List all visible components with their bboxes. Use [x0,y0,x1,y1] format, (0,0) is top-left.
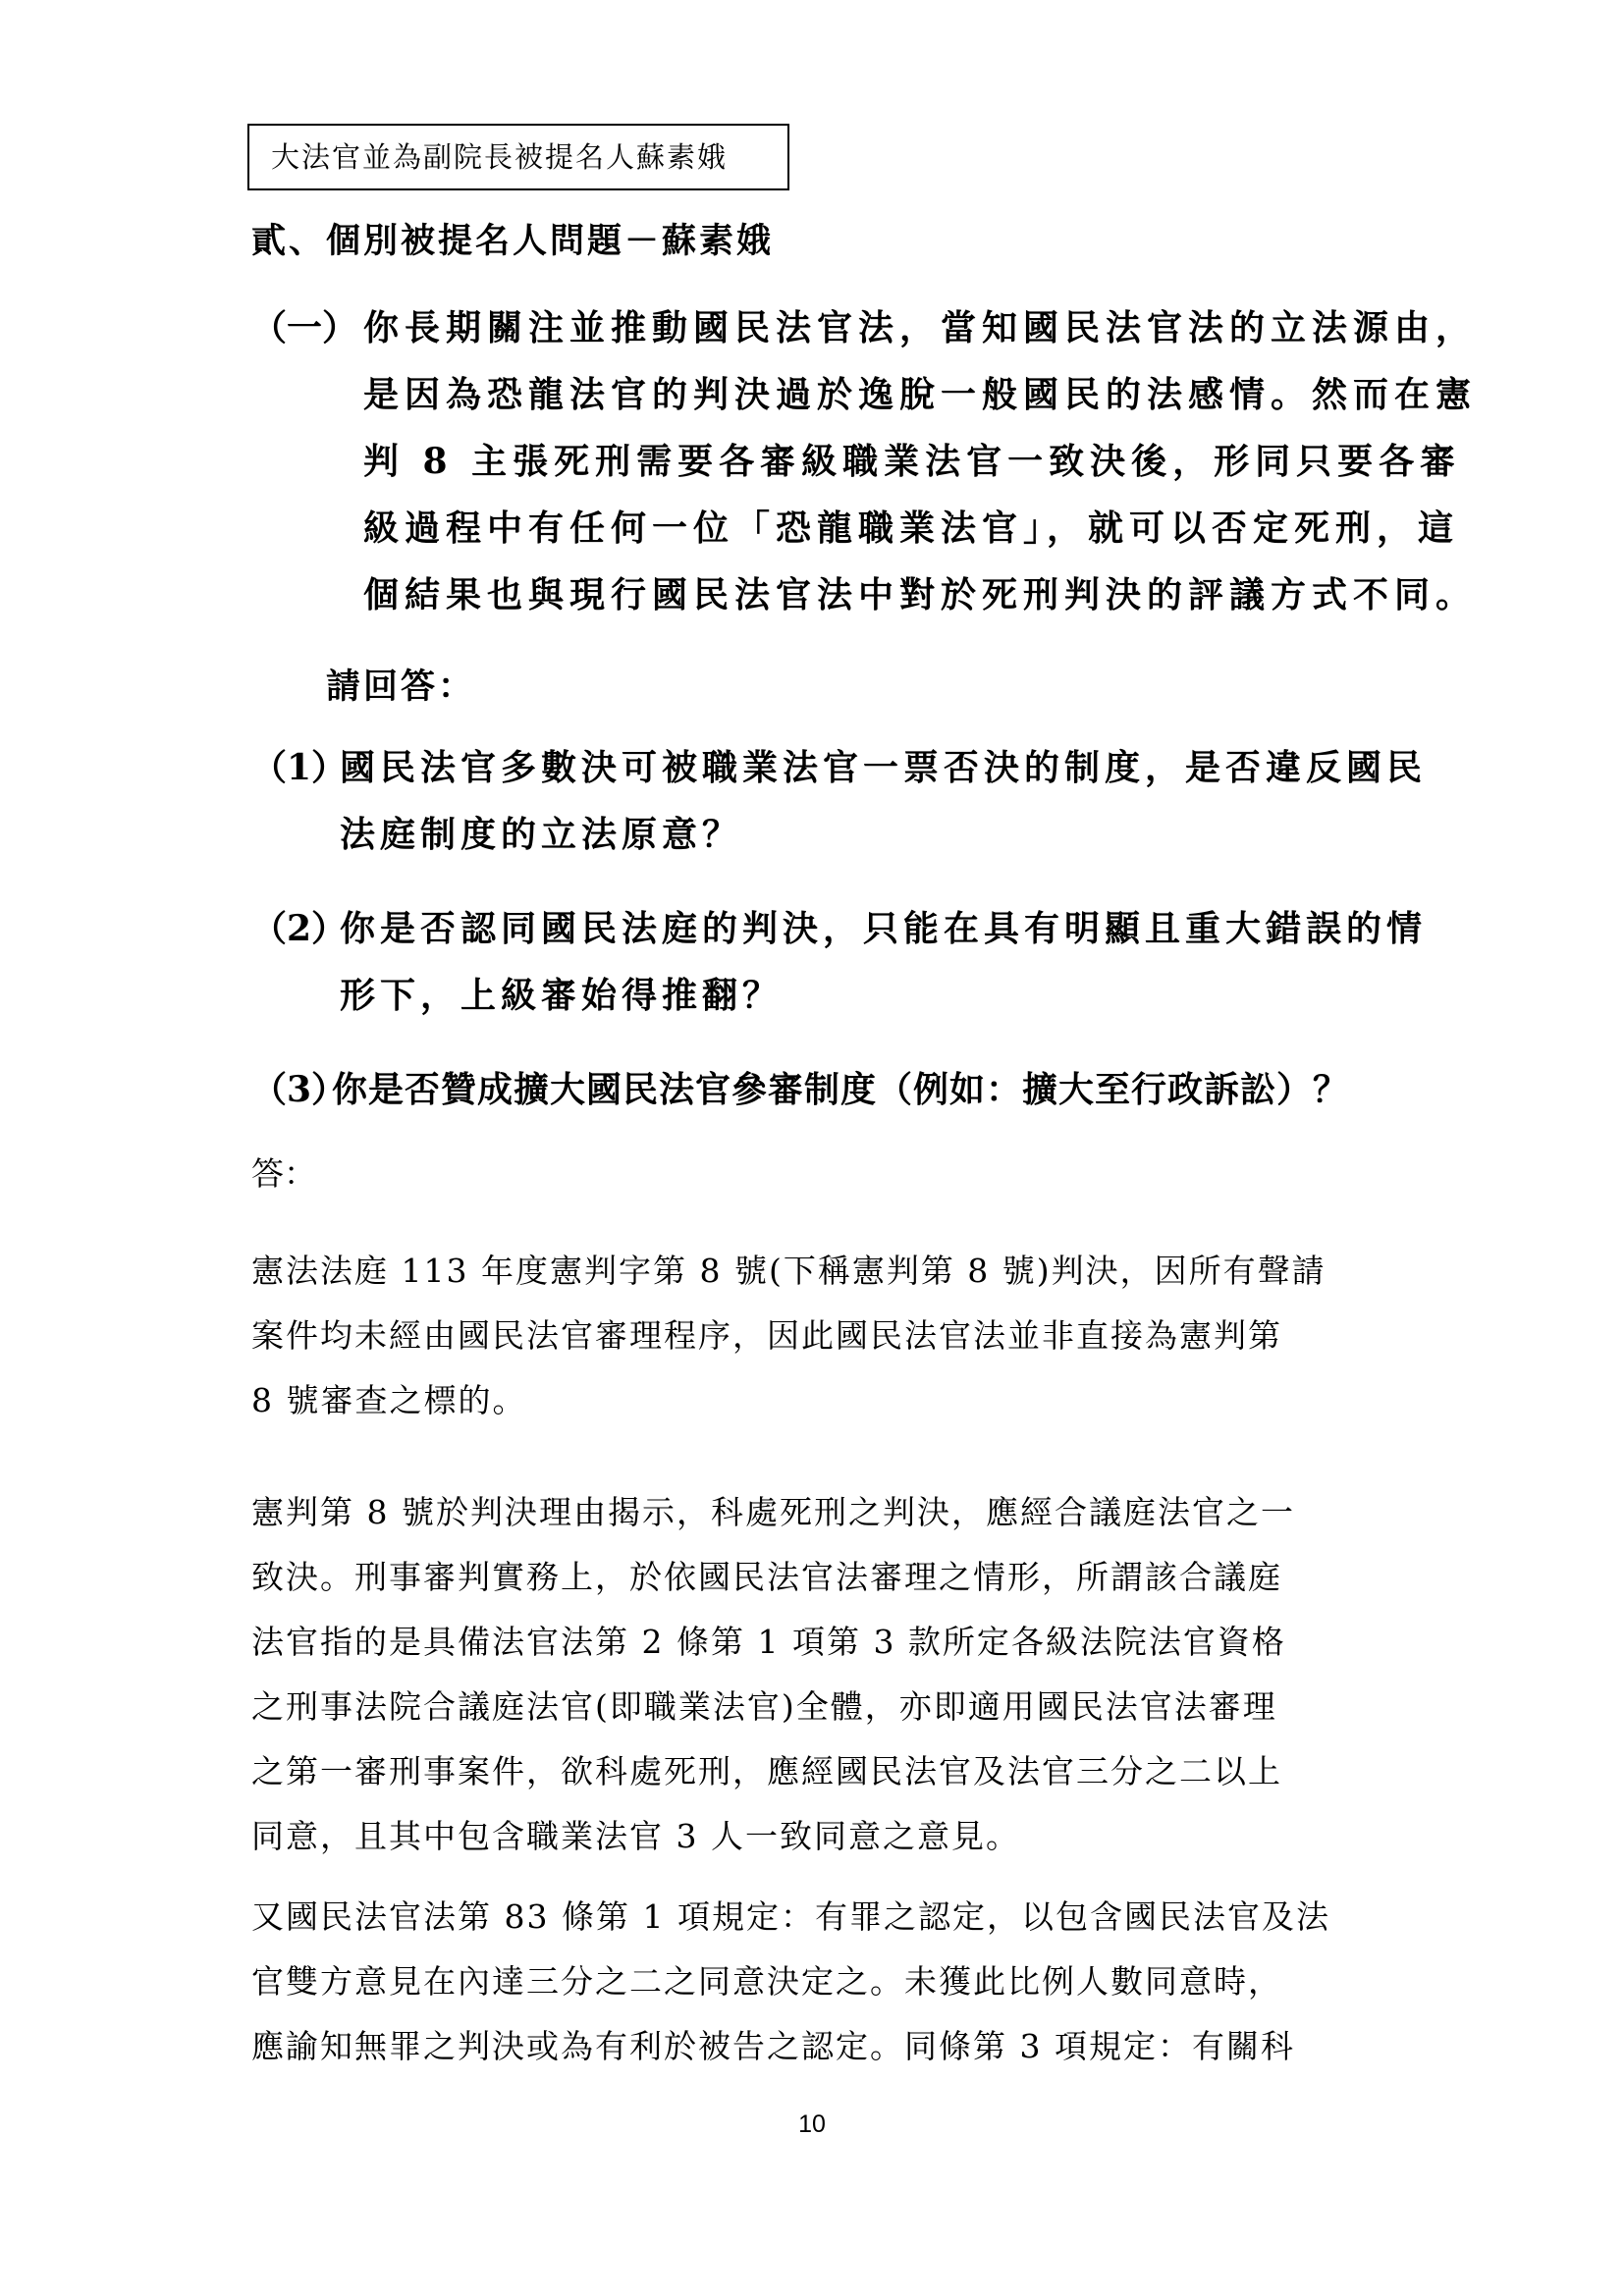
question-main-line: 個結果也與現行國民法官法中對於死刑判決的評議方式不同。 [363,574,1478,615]
sub-question-3 [251,1056,1400,1123]
question-main-line: 你長期關注並推動國民法官法，當知國民法官法的立法源由， [363,307,1478,348]
paragraph-line: 致決。刑事審判實務上，於依國民法官法審理之情形，所謂該合議庭 [251,1558,1282,1596]
paragraph-line: 法官指的是具備法官法第 2 條第 1 項第 3 款所定各級法院法官資格 [251,1623,1286,1661]
nominee-header-box [247,124,789,190]
section-title: 貳、個別被提名人問題－蘇素娥 [251,221,775,261]
sub-question-line: 形下，上級審始得推翻？ [340,975,784,1016]
sub-question-marker: （2） [251,908,348,949]
paragraph-line: 憲判第 8 號於判決理由揭示，科處死刑之判決，應經合議庭法官之一 [251,1493,1295,1531]
paragraph-line: 憲法法庭 113 年度憲判字第 8 號(下稱憲判第 8 號)判決，因所有聲請 [251,1252,1326,1290]
paragraph-line: 之刑事法院合議庭法官(即職業法官)全體，亦即適用國民法官法審理 [251,1687,1277,1726]
question-main [251,294,1478,628]
paragraph-line: 同意，且其中包含職業法官 3 人一致同意之意見。 [251,1817,1020,1855]
sub-question-1 [251,734,1428,868]
sub-question-line: 法庭制度的立法原意？ [340,814,743,855]
sub-question-marker: （1） [251,747,348,788]
sub-question-line: 國民法官多數決可被職業法官一票否決的制度，是否違反國民 [340,747,1428,788]
nominee-header-label: 大法官並為副院長被提名人蘇素娥 [271,140,729,174]
paragraph-line: 之第一審刑事案件，欲科處死刑，應經國民法官及法官三分之二以上 [251,1752,1282,1790]
sub-question-2 [251,895,1428,1029]
question-main-line: 級過程中有任何一位「恐龍職業法官」，就可以否定死刑，這 [363,507,1460,549]
paragraph-line: 官雙方意見在內達三分之二之同意決定之。未獲此比例人數同意時， [251,1962,1282,2001]
paragraph-line: 案件均未經由國民法官審理程序，因此國民法官法並非直接為憲判第 [251,1316,1282,1355]
answer-paragraph-1 [251,1239,1400,1433]
answer-paragraph-2 [251,1480,1400,1869]
page-number: 10 [798,2110,826,2138]
answer-label: 答： [251,1154,316,1193]
question-main-line: 判 8 主張死刑需要各審級職業法官一致決後，形同只要各審 [363,441,1462,482]
answer-paragraph-3 [251,1885,1400,2079]
paragraph-line: 又國民法官法第 83 條第 1 項規定：有罪之認定，以包含國民法官及法 [251,1897,1330,1936]
paragraph-line: 8 號審查之標的。 [251,1381,527,1419]
question-main-line: 是因為恐龍法官的判決過於逸脫一般國民的法感情。然而在憲 [363,374,1478,415]
sub-question-line: 你是否贊成擴大國民法官參審制度（例如：擴大至行政訴訟）？ [332,1069,1350,1110]
sub-question-marker: （3） [251,1069,348,1110]
paragraph-line: 應諭知無罪之判決或為有利於被告之認定。同條第 3 項規定：有關科 [251,2027,1295,2065]
question-main-marker: （一） [251,307,358,348]
sub-question-line: 你是否認同國民法庭的判決，只能在具有明顯且重大錯誤的情 [340,908,1428,949]
please-answer-label: 請回答： [326,667,476,707]
